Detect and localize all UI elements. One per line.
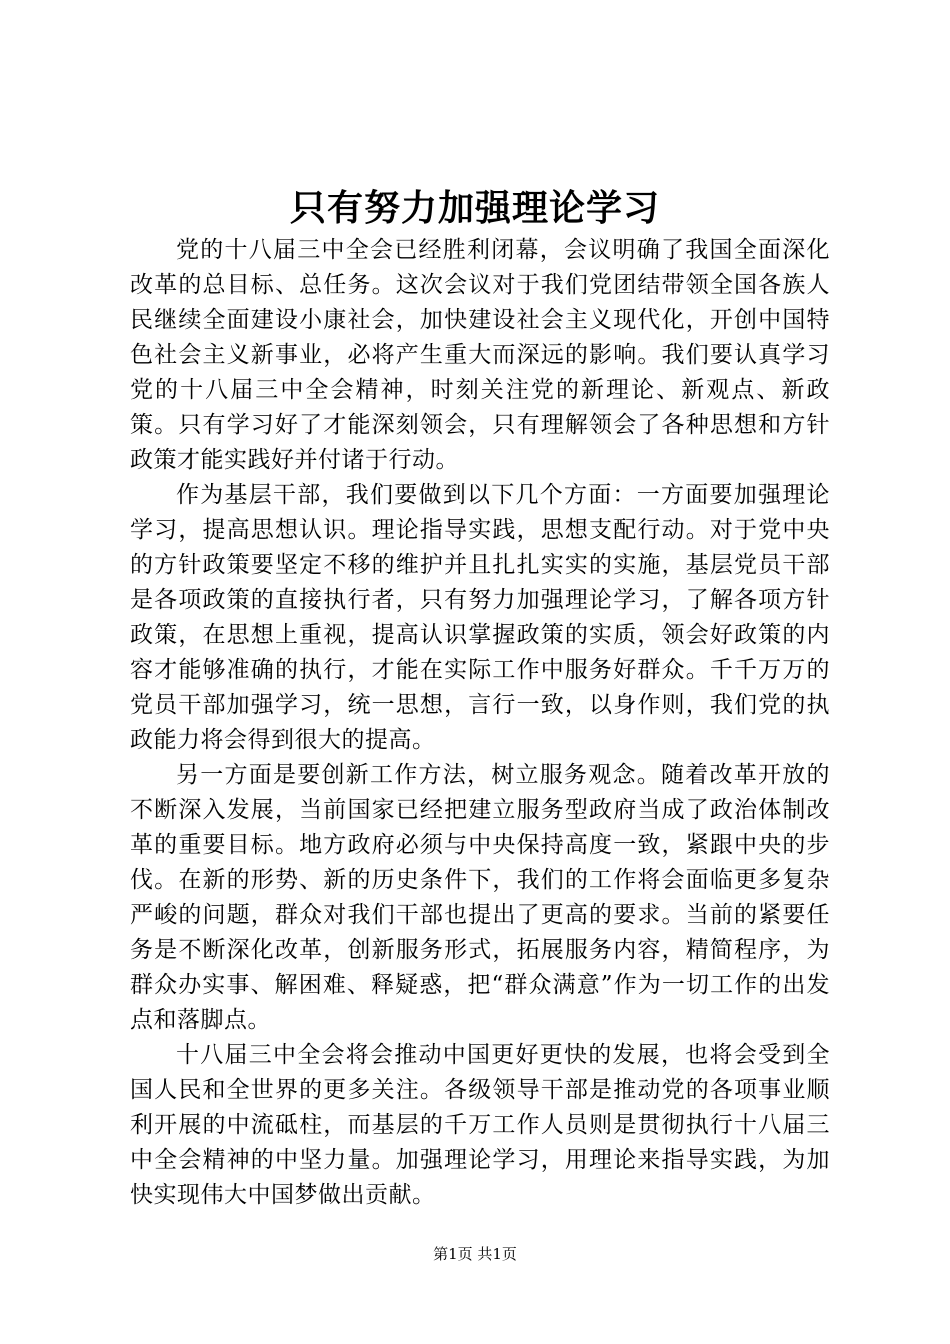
document-title: 只有努力加强理论学习 [289,187,660,229]
paragraph-4: 十八届三中全会将会推动中国更好更快的发展，也将会受到全国人民和全世界的更多关注。各级领导干部是推动党的各项事业顺利开展的中流砥柱，而基层的千万工作人员则是贯彻执行十八届三中全会精神的中坚力量。加强理论学习，用理论来指导实践，为加快实现伟大中国梦做出贡献。 [130,1042,830,1208]
paragraph-3: 另一方面是要创新工作方法，树立服务观念。随着改革开放的不断深入发展，当前国家已经把建立服务型政府当成了政治体制改革的重要目标。地方政府必须与中央保持高度一致，紧跟中央的步伐。在新的形势、新的历史条件下，我们的工作将会面临更多复杂严峻的问题，群众对我们干部也提出了更高的要求。当前的紧要任务是不断深化改革，创新服务形式，拓展服务内容，精简程序，为群众办实事、解困难、释疑惑，把“群众满意”作为一切工作的出发点和落脚点。 [130,762,830,1033]
paragraph-2: 作为基层干部，我们要做到以下几个方面：一方面要加强理论学习，提高思想认识。理论指导实践，思想支配行动。对于党中央的方针政策要坚定不移的维护并且扎扎实实的实施，基层党员干部是各项政策的直接执行者，只有努力加强理论学习，了解各项方针政策，在思想上重视，提高认识掌握政策的实质，领会好政策的内容才能够准确的执行，才能在实际工作中服务好群众。千千万万的党员干部加强学习，统一思想，言行一致，以身作则，我们党的执政能力将会得到很大的提高。 [130,482,830,753]
page-footer: 第1页 共1页 [433,1245,517,1263]
document-body [130,233,830,1213]
paragraph-1: 党的十八届三中全会已经胜利闭幕，会议明确了我国全面深化改革的总目标、总任务。这次会议对于我们党团结带领全国各族人民继续全面建设小康社会，加快建设社会主义现代化，开创中国特色社会主义新事业，必将产生重大而深远的影响。我们要认真学习党的十八届三中全会精神，时刻关注党的新理论、新观点、新政策。只有学习好了才能深刻领会，只有理解领会了各种思想和方针政策才能实践好并付诸于行动。 [130,237,830,473]
